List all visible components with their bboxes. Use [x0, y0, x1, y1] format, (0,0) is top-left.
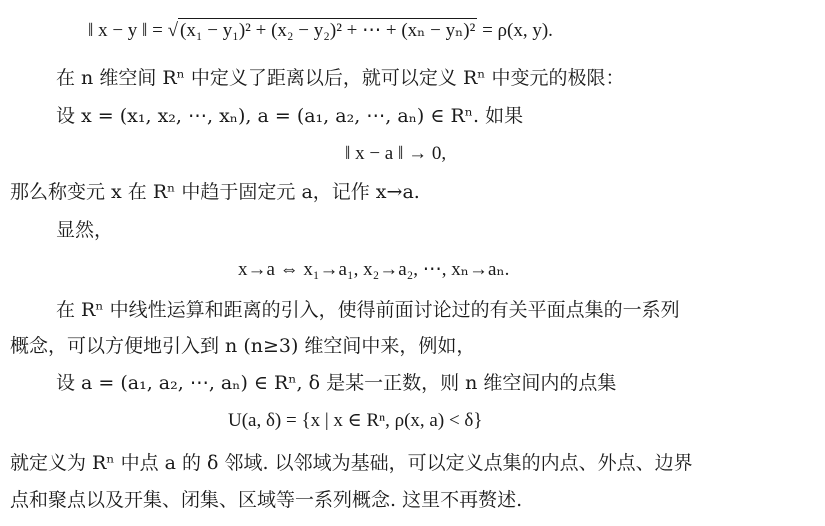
paragraph-linear-ops: 在 Rⁿ 中线性运算和距离的引入，使得前面讨论过的有关平面点集的一系列 — [56, 299, 680, 321]
paragraph-limit-intro: 在 n 维空间 Rⁿ 中定义了距离以后，就可以定义 Rⁿ 中变元的极限： — [56, 67, 625, 89]
norm-x-minus-y: ‖ x − y ‖ = — [88, 20, 163, 41]
paragraph-set-x-a: 设 x = (x₁, x₂, ⋯, xₙ), a = (a₁, a₂, ⋯, aₙ) ∈ Rⁿ. 如果 — [56, 105, 524, 127]
norm-limit-formula: ‖ x − a ‖ → 0, — [345, 143, 447, 164]
neighborhood-formula: U(a, δ) = {x | x ∈ Rⁿ, ρ(x, a) < δ} — [228, 410, 483, 431]
paragraph-converges: 那么称变元 x 在 Rⁿ 中趋于固定元 a，记作 x→a. — [10, 181, 420, 203]
paragraph-neighborhood-def: 就定义为 Rⁿ 中点 a 的 δ 邻域. 以邻域为基础，可以定义点集的内点、外点、边界 — [10, 452, 693, 474]
paragraph-obviously: 显然， — [56, 219, 114, 241]
radical-sign: √ — [167, 20, 179, 41]
radical-content: (x₁ − y₁)² + (x₂ − y₂)² + ⋯ + (xₙ − yₙ)² — [180, 20, 476, 41]
paragraph-concepts: 概念，可以方便地引入到 n (n≥3) 维空间中来，例如， — [10, 335, 476, 357]
paragraph-related-concepts: 点和聚点以及开集、闭集、区域等一系列概念. 这里不再赘述. — [10, 489, 523, 511]
rho-definition: = ρ(x, y). — [482, 20, 553, 41]
distance-formula — [88, 18, 553, 43]
square-root — [168, 18, 478, 43]
paragraph-point-set: 设 a = (a₁, a₂, ⋯, aₙ) ∈ Rⁿ, δ 是某一正数，则 n 维空间内的点集 — [56, 372, 617, 394]
componentwise-limit-formula: x→a ⇔ x₁→a₁, x₂→a₂, ⋯, xₙ→aₙ. — [238, 259, 510, 280]
